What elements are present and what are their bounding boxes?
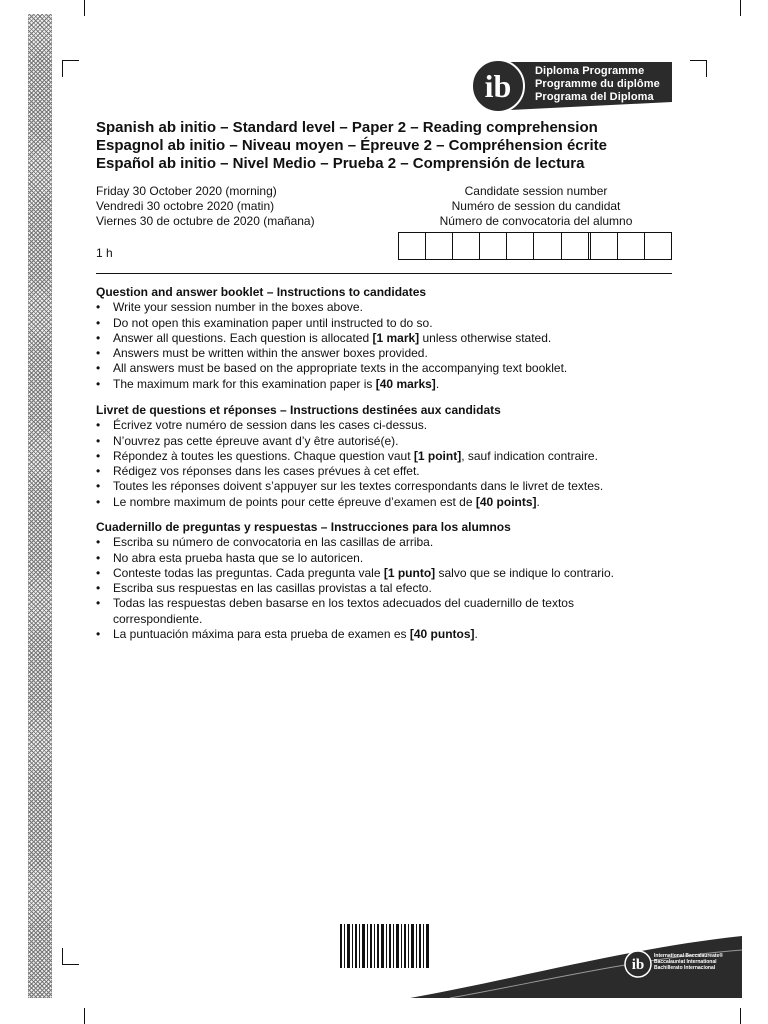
instruction-item: • Répondez à toutes les questions. Chaque question vaut [1 point], sauf indication contraire. bbox=[96, 449, 676, 464]
instruction-item: • Escriba sus respuestas en las casillas provistas a tal efecto. bbox=[96, 581, 676, 596]
org-line: International Baccalaureate® bbox=[654, 953, 723, 959]
candidate-label-english: Candidate session number bbox=[464, 184, 608, 198]
crop-mark bbox=[84, 0, 85, 16]
session-number-box[interactable] bbox=[645, 233, 671, 259]
instruction-item: • Todas las respuestas deben basarse en los textos adecuados del cuadernillo de textos correspondiente. bbox=[96, 596, 653, 627]
session-number-box[interactable] bbox=[507, 233, 534, 259]
section-heading: Cuadernillo de preguntas y respuestas – Instrucciones para los alumnos bbox=[96, 520, 511, 534]
instruction-item: • Answer all questions. Each question is allocated [1 mark] unless otherwise stated. bbox=[96, 331, 676, 346]
instructions-spanish bbox=[96, 520, 676, 642]
programme-line: Programa del Diploma bbox=[535, 91, 654, 103]
date-english: Friday 30 October 2020 (morning) bbox=[96, 184, 277, 198]
crop-mark bbox=[740, 0, 741, 16]
candidate-session-label bbox=[400, 184, 672, 229]
programme-line: Diploma Programme bbox=[535, 65, 645, 77]
instruction-item: • Le nombre maximum de points pour cette épreuve d’examen est de [40 points]. bbox=[96, 495, 676, 510]
instruction-list bbox=[96, 300, 676, 392]
paper-title bbox=[96, 119, 607, 173]
instruction-item: • Answers must be written within the answer boxes provided. bbox=[96, 346, 676, 361]
svg-text:ib: ib bbox=[484, 68, 512, 104]
title-french: Espagnol ab initio – Niveau moyen – Épreuve 2 – Compréhension écrite bbox=[96, 137, 607, 154]
header-divider bbox=[96, 273, 672, 274]
org-line: Bachillerato Internacional bbox=[654, 965, 716, 971]
candidate-label-french: Numéro de session du candidat bbox=[451, 199, 621, 213]
svg-text:ib: ib bbox=[631, 957, 645, 973]
instruction-item: • All answers must be based on the appropriate texts in the accompanying text booklet. bbox=[96, 361, 676, 376]
instructions-english bbox=[96, 285, 676, 392]
instruction-item: • Rédigez vos réponses dans les cases prévues à cet effet. bbox=[96, 464, 676, 479]
instruction-item: • Conteste todas las preguntas. Cada pregunta vale [1 punto] salvo que se indique lo contrario. bbox=[96, 566, 676, 581]
instruction-list bbox=[96, 418, 676, 510]
crop-mark bbox=[740, 1008, 741, 1024]
instruction-item: • Escriba su número de convocatoria en las casillas de arriba. bbox=[96, 535, 676, 550]
crop-corner-bottom-left bbox=[62, 948, 79, 965]
org-line: Baccalauréat International bbox=[654, 959, 717, 965]
instruction-item: • Do not open this examination paper until instructed to do so. bbox=[96, 316, 676, 331]
session-number-box[interactable] bbox=[591, 233, 618, 259]
session-number-boxes bbox=[398, 232, 672, 260]
session-number-box[interactable] bbox=[562, 233, 591, 259]
exam-duration: 1 h bbox=[96, 246, 113, 260]
crop-mark bbox=[84, 1008, 85, 1024]
title-spanish: Español ab initio – Nivel Medio – Prueba 2 – Comprensión de lectura bbox=[96, 155, 585, 172]
programme-names bbox=[535, 65, 660, 104]
session-number-box[interactable] bbox=[534, 233, 561, 259]
instructions-french bbox=[96, 403, 676, 510]
date-french: Vendredi 30 octobre 2020 (matin) bbox=[96, 199, 275, 213]
section-heading: Livret de questions et réponses – Instructions destinées aux candidats bbox=[96, 403, 501, 417]
exam-dates bbox=[96, 184, 315, 229]
session-number-box[interactable] bbox=[618, 233, 645, 259]
section-heading: Question and answer booklet – Instructions to candidates bbox=[96, 285, 427, 299]
date-spanish: Viernes 30 de octubre de 2020 (mañana) bbox=[96, 214, 315, 228]
instruction-item: • Écrivez votre numéro de session dans les cases ci-dessus. bbox=[96, 418, 676, 433]
session-number-box[interactable] bbox=[453, 233, 480, 259]
instruction-item: • Toutes les réponses doivent s’appuyer sur les textes correspondants dans le livret de textes. bbox=[96, 479, 676, 494]
title-english: Spanish ab initio – Standard level – Paper 2 – Reading comprehension bbox=[96, 119, 598, 136]
crop-corner-top-right bbox=[690, 60, 707, 77]
ib-organisation-names bbox=[654, 953, 723, 971]
instruction-item: • The maximum mark for this examination paper is [40 marks]. bbox=[96, 377, 676, 392]
binding-hatch-strip bbox=[28, 14, 52, 998]
instruction-list bbox=[96, 535, 676, 642]
programme-line: Programme du diplôme bbox=[535, 78, 660, 90]
instruction-item: • La puntuación máxima para esta prueba de examen es [40 puntos]. bbox=[96, 627, 676, 642]
session-number-box[interactable] bbox=[426, 233, 453, 259]
crop-corner-top-left bbox=[62, 60, 79, 77]
session-number-box[interactable] bbox=[399, 233, 426, 259]
instruction-item: • Write your session number in the boxes above. bbox=[96, 300, 676, 315]
candidate-label-spanish: Número de convocatoria del alumno bbox=[439, 214, 633, 228]
instruction-item: • N’ouvrez pas cette épreuve avant d’y être autorisé(e). bbox=[96, 434, 676, 449]
session-number-box[interactable] bbox=[480, 233, 507, 259]
instruction-item: • No abra esta prueba hasta que se lo autoricen. bbox=[96, 551, 676, 566]
